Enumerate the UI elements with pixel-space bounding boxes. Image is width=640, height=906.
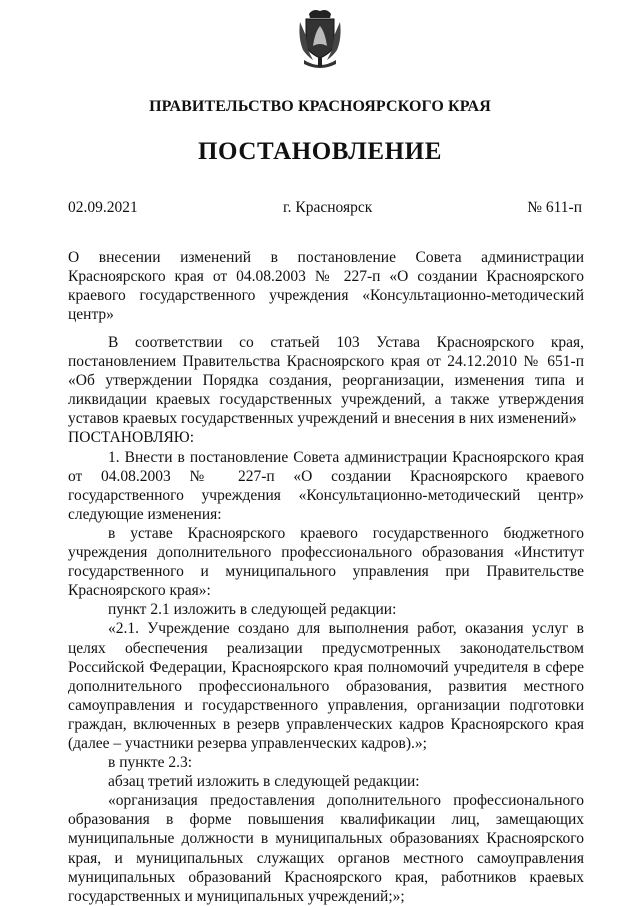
- charter-paragraph: в уставе Красноярского краевого государственного бюджетного учреждения дополнительного профессионального образования «Институт государственного и муниципального управления при Правительстве Красноярского края»:: [68, 524, 584, 600]
- preamble-paragraph: В соответствии со статьей 103 Устава Красноярского края, постановлением Правительства Красноярского края от 24.12.2010 № 651-п «Об утверждении Порядка создания, реорганизации, изменения типа и ликвидации краевых государственных учреждений, а также утверждения уставов краевых государственных учреждений и внесения в них изменений»: [68, 334, 584, 428]
- document-number: № 611-п: [527, 199, 582, 216]
- document-body: [68, 333, 584, 906]
- clause-2-3-intro: в пункте 2.3:: [108, 754, 193, 772]
- paragraph-3-text: «организация предоставления дополнительного профессионального образования в форме повышения квалификации лиц, замещающих муниципальные должности в муниципальных образованиях Красноярского края, и муниципальных служащих органов местного самоуправления муниципальных образований Красноярского края, работников краевых государственных и муниципальных учреждений;»;: [68, 792, 584, 905]
- document-subject: О внесении изменений в постановление Совета администрации Красноярского края от 04.08.2003 № 227-п «О создании Красноярского краевого государственного учреждения «Консультационно-методический центр»: [68, 249, 584, 323]
- resolve-word: ПОСТАНОВЛЯЮ:: [68, 429, 195, 447]
- krasnoyarsk-coat-of-arms-icon: [297, 8, 343, 70]
- government-name: ПРАВИТЕЛЬСТВО КРАСНОЯРСКОГО КРАЯ: [149, 98, 491, 115]
- clause-2-1-intro: пункт 2.1 изложить в следующей редакции:: [108, 601, 397, 619]
- item-1-paragraph: 1. Внести в постановление Совета администрации Красноярского края от 04.08.2003 № 227-п «О создании Красноярского краевого государственного учреждения «Консультационно-методический центр» следующие изменения:: [68, 448, 584, 523]
- clause-2-1-text: «2.1. Учреждение создано для выполнения работ, оказания услуг в целях обеспечения реализации предусмотренных законодательством Российской Федерации, Красноярского края полномочий учредителя в сфере дополнительного профессионального образования, развития местного самоуправления и государственного управления, организации подготовки граждан, включенных в резерв управленческих кадров Красноярского края (далее – участники резерва управленческих кадров).»;: [68, 620, 584, 752]
- paragraph-3-intro: абзац третий изложить в следующей редакции:: [108, 773, 420, 791]
- document-date: 02.09.2021: [68, 199, 138, 216]
- document-type-title: ПОСТАНОВЛЕНИЕ: [197, 138, 443, 165]
- document-city: г. Красноярск: [283, 199, 373, 216]
